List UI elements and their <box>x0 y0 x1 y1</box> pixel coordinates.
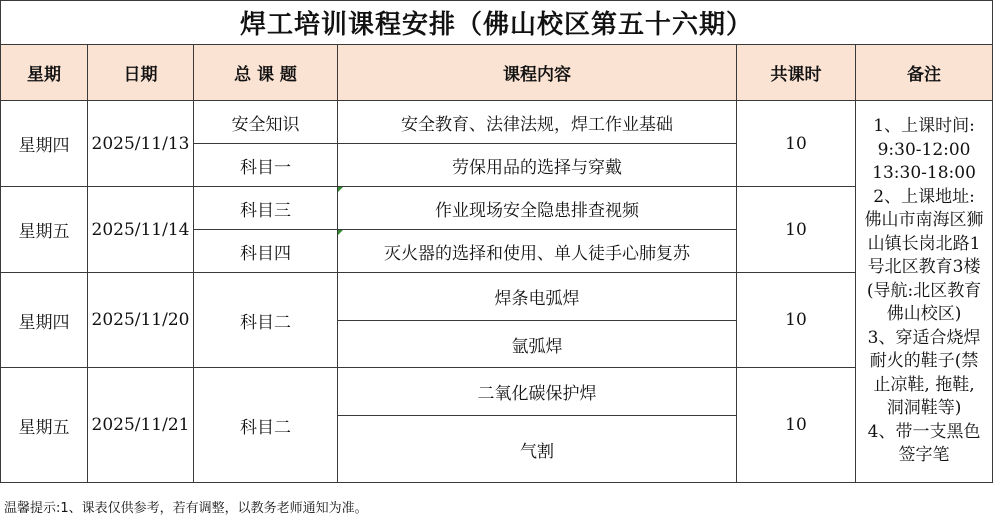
date-cell: 2025/11/13 <box>88 101 194 187</box>
notes-line: 3、穿适合烧焊 <box>867 327 981 348</box>
content-cell: 焊条电弧焊 <box>338 273 737 321</box>
hours-cell: 10 <box>737 273 856 368</box>
notes-cell <box>856 101 993 483</box>
notes-line: 9:30-12:00 <box>877 139 971 160</box>
header-hours: 共课时 <box>737 45 856 101</box>
table-row <box>1 273 993 321</box>
date-cell: 2025/11/21 <box>88 368 194 483</box>
notes-line: 佛山市南海区狮 <box>864 210 984 231</box>
content-cell: 劳保用品的选择与穿戴 <box>338 144 737 187</box>
notes-line: 13:30-18:00 <box>872 163 976 184</box>
table-row <box>1 368 993 416</box>
weekday-cell: 星期五 <box>1 187 88 273</box>
hours-cell: 10 <box>737 187 856 273</box>
content-cell: 二氧化碳保护焊 <box>338 368 737 416</box>
content-cell: 气割 <box>338 416 737 483</box>
header-weekday: 星期 <box>1 45 88 101</box>
topic-cell: 安全知识 <box>194 101 338 144</box>
notes-line: 洞洞鞋等) <box>886 398 962 419</box>
header-date: 日期 <box>88 45 194 101</box>
notes-line: 1、上课时间: <box>873 116 975 137</box>
weekday-cell: 星期四 <box>1 273 88 368</box>
content-cell: 氩弧焊 <box>338 321 737 368</box>
notes-line: 佛山校区) <box>886 304 962 325</box>
topic-cell: 科目一 <box>194 144 338 187</box>
notes-line: 山镇长岗北路1 <box>867 233 981 254</box>
hours-cell: 10 <box>737 101 856 187</box>
notes-line: 号北区教育3楼 <box>867 257 981 278</box>
topic-cell: 科目三 <box>194 187 338 230</box>
topic-cell: 科目四 <box>194 230 338 273</box>
table-row <box>1 187 993 230</box>
header-content: 课程内容 <box>338 45 737 101</box>
notes-line: (导航:北区教育 <box>866 280 982 301</box>
weekday-cell: 星期五 <box>1 368 88 483</box>
weekday-cell: 星期四 <box>1 101 88 187</box>
notes-line: 2、上课地址: <box>873 186 975 207</box>
page-title: 焊工培训课程安排（佛山校区第五十六期） <box>1 1 993 45</box>
topic-cell: 科目二 <box>194 368 338 483</box>
header-notes: 备注 <box>856 45 993 101</box>
content-cell: 安全教育、法律法规，焊工作业基础 <box>338 101 737 144</box>
hours-cell: 10 <box>737 368 856 483</box>
notes-line: 止凉鞋, 拖鞋, <box>873 374 975 395</box>
header-topic: 总 课 题 <box>194 45 338 101</box>
date-cell: 2025/11/14 <box>88 187 194 273</box>
content-cell: 作业现场安全隐患排查视频 <box>338 187 737 230</box>
table-row <box>1 101 993 144</box>
header-row <box>1 45 993 101</box>
content-cell: 灭火器的选择和使用、单人徒手心肺复苏 <box>338 230 737 273</box>
date-cell: 2025/11/20 <box>88 273 194 368</box>
notes-line: 签字笔 <box>898 445 950 466</box>
footer-note: 温馨提示:1、课表仅供参考，若有调整，以教务老师通知为准。 <box>4 501 368 516</box>
notes-line: 耐火的鞋子(禁 <box>869 351 979 372</box>
notes-line: 4、带一支黑色 <box>867 421 981 442</box>
topic-cell: 科目二 <box>194 273 338 368</box>
